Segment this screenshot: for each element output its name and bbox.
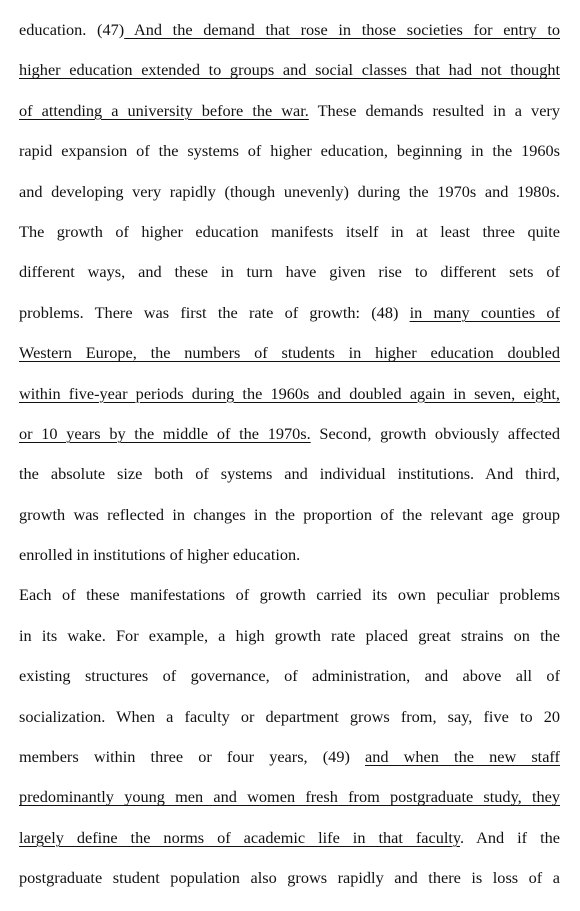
plain-text: These demands resulted in a very (308, 100, 560, 120)
text-line (19, 333, 560, 373)
text-line (19, 697, 560, 737)
underlined-passage: within five-year periods during the 1960s and doubled again in seven, eight, (19, 383, 560, 403)
underlined-passage: Western Europe, the numbers of students in higher education doubled (19, 343, 560, 363)
text-line (19, 777, 560, 817)
plain-text: in its wake. For example, a high growth rate placed great strains on the (19, 625, 560, 645)
plain-text: growth was reflected in changes in the proportion of the relevant age group (19, 504, 560, 524)
underlined-passage: of attending a university before the war. (19, 100, 309, 120)
text-line (19, 495, 560, 535)
text-line (19, 212, 560, 252)
plain-text: socialization. When a faculty or department grows from, say, five to 20 (19, 706, 560, 726)
text-line (19, 131, 560, 171)
text-line (19, 414, 560, 454)
underlined-passage: predominantly young men and women fresh from postgraduate study, they (19, 787, 560, 807)
text-line (19, 575, 560, 615)
text-line (19, 818, 560, 858)
plain-text: rapid expansion of the systems of higher education, beginning in the 1960s (19, 141, 560, 161)
plain-text: the absolute size both of systems and individual institutions. And third, (19, 464, 560, 484)
text-line (19, 50, 560, 90)
plain-text: . And if the (459, 827, 560, 847)
plain-text: enrolled in institutions of higher education. (19, 545, 301, 565)
underlined-passage: And the demand that rose in those societies for entry to (124, 20, 560, 39)
text-line (19, 656, 560, 696)
text-line (19, 374, 560, 414)
underlined-passage: and when the new staff (365, 747, 560, 767)
text-line (19, 293, 560, 333)
underlined-passage: in many counties of (409, 302, 560, 322)
underlined-passage: largely define the norms of academic life in that faculty (19, 827, 460, 847)
paragraph (19, 10, 560, 575)
text-line (19, 172, 560, 212)
plain-text: postgraduate student population also grows rapidly and there is loss of a (19, 868, 560, 888)
underlined-passage: higher education extended to groups and social classes that had not thought (19, 60, 560, 80)
plain-text: Second, growth obviously affected (310, 423, 560, 443)
underlined-passage: or 10 years by the middle of the 1970s. (19, 423, 311, 443)
text-line (19, 252, 560, 292)
plain-text: existing structures of governance, of administration, and above all of (19, 666, 560, 686)
text-line (19, 535, 560, 575)
paragraph (19, 575, 560, 898)
plain-text: Each of these manifestations of growth carried its own peculiar problems (19, 585, 560, 605)
text-line (19, 858, 560, 898)
text-line (19, 91, 560, 131)
plain-text: and developing very rapidly (though unevenly) during the 1970s and 1980s. (19, 181, 560, 201)
text-line (19, 454, 560, 494)
text-line (19, 10, 560, 50)
text-line (19, 616, 560, 656)
plain-text: different ways, and these in turn have given rise to different sets of (19, 262, 560, 282)
plain-text: problems. There was first the rate of growth: (48) (19, 302, 410, 322)
plain-text: education. (47) (19, 20, 125, 39)
text-line (19, 737, 560, 777)
plain-text: members within three or four years, (49) (19, 747, 366, 767)
plain-text: The growth of higher education manifests itself in at least three quite (19, 221, 560, 241)
